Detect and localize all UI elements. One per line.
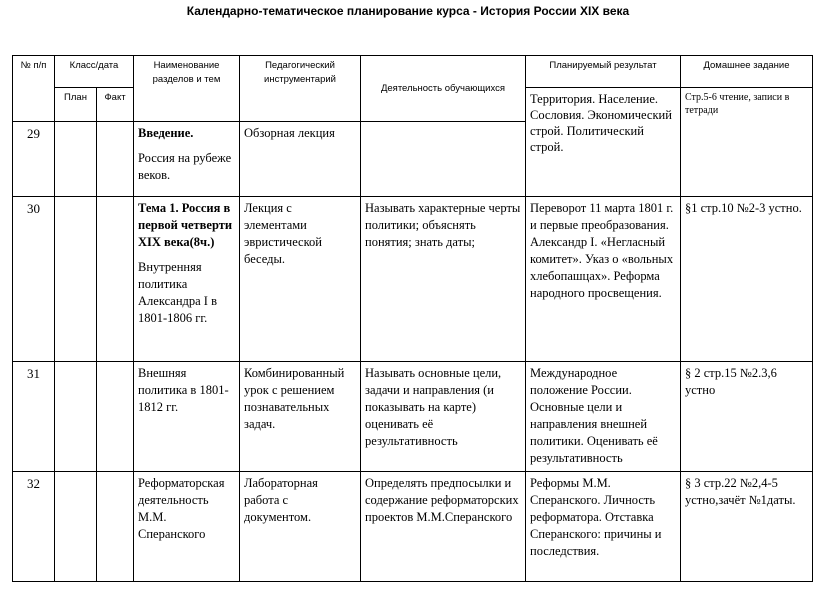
row-30-tools: Лекция с элементами эвристической беседы. [240, 197, 361, 362]
table-row [13, 362, 813, 472]
row-29-homework: Стр.5-6 чтение, записи в тетради [681, 88, 813, 197]
row-31-activity: Называть основные цели, задачи и направления (и показывать на карте) оценивать её результативность [361, 362, 526, 472]
row-30-topic [134, 197, 240, 362]
row-29-activity [361, 122, 526, 197]
planning-table [12, 55, 813, 582]
row-30-activity: Называть характерные черты политики; объяснять понятия; знать даты; [361, 197, 526, 362]
row-29-topic-bold: Введение. [138, 126, 194, 140]
row-30-topic-text: Внутренняя политика Александра I в 1801-1806 гг. [138, 260, 217, 325]
row-29-num: 29 [13, 122, 55, 197]
row-32-num: 32 [13, 472, 55, 582]
header-tools: Педагогический инструментарий [240, 56, 361, 122]
row-32-activity: Определять предпосылки и содержание реформаторских проектов М.М.Сперанского [361, 472, 526, 582]
row-32-result: Реформы М.М. Сперанского. Личность реформатора. Отставка Сперанского: причины и последствия. [526, 472, 681, 582]
row-31-result: Международное положение России. Основные цели и направления внешней политики. Оценивать её результативность [526, 362, 681, 472]
header-homework: Домашнее задание [681, 56, 813, 88]
row-32-topic: Реформаторская деятельность М.М. Сперанского [134, 472, 240, 582]
header-sections: Наименование разделов и тем [134, 56, 240, 122]
header-activity: Деятельность обучающихся [361, 56, 526, 122]
row-30-homework: §1 стр.10 №2-3 устно. [681, 197, 813, 362]
table-header-row [13, 56, 813, 88]
row-31-homework: § 2 стр.15 №2.3,6 устно [681, 362, 813, 472]
table-row [13, 197, 813, 362]
row-29-tools: Обзорная лекция [240, 122, 361, 197]
row-29-topic-text: Россия на рубеже веков. [138, 151, 232, 182]
row-31-topic: Внешняя политика в 1801-1812 гг. [134, 362, 240, 472]
row-32-homework: § 3 стр.22 №2,4-5 устно,зачёт №1даты. [681, 472, 813, 582]
row-30-num: 30 [13, 197, 55, 362]
row-29-result: Территория. Население. Сословия. Экономический строй. Политический строй. [526, 88, 681, 197]
row-31-tools: Комбинированный урок с решением познавательных задач. [240, 362, 361, 472]
page-title: Календарно-тематическое планирование курса - История России XIX века [186, 4, 630, 18]
table-row [13, 472, 813, 582]
row-32-tools: Лабораторная работа с документом. [240, 472, 361, 582]
header-class-date: Класс/дата [55, 56, 134, 88]
header-plan: План [55, 88, 97, 122]
row-31-num: 31 [13, 362, 55, 472]
header-result: Планируемый результат [526, 56, 681, 88]
row-30-result: Переворот 11 марта 1801 г. и первые преобразования. Александр I. «Негласный комитет». Указ о «вольных хлебопашцах». Реформа народного просвещения. [526, 197, 681, 362]
header-num: № п/п [13, 56, 55, 122]
row-30-topic-bold: Тема 1. Россия в первой четверти XIX века(8ч.) [138, 201, 233, 249]
header-fact: Факт [97, 88, 134, 122]
row-29-topic [134, 122, 240, 197]
